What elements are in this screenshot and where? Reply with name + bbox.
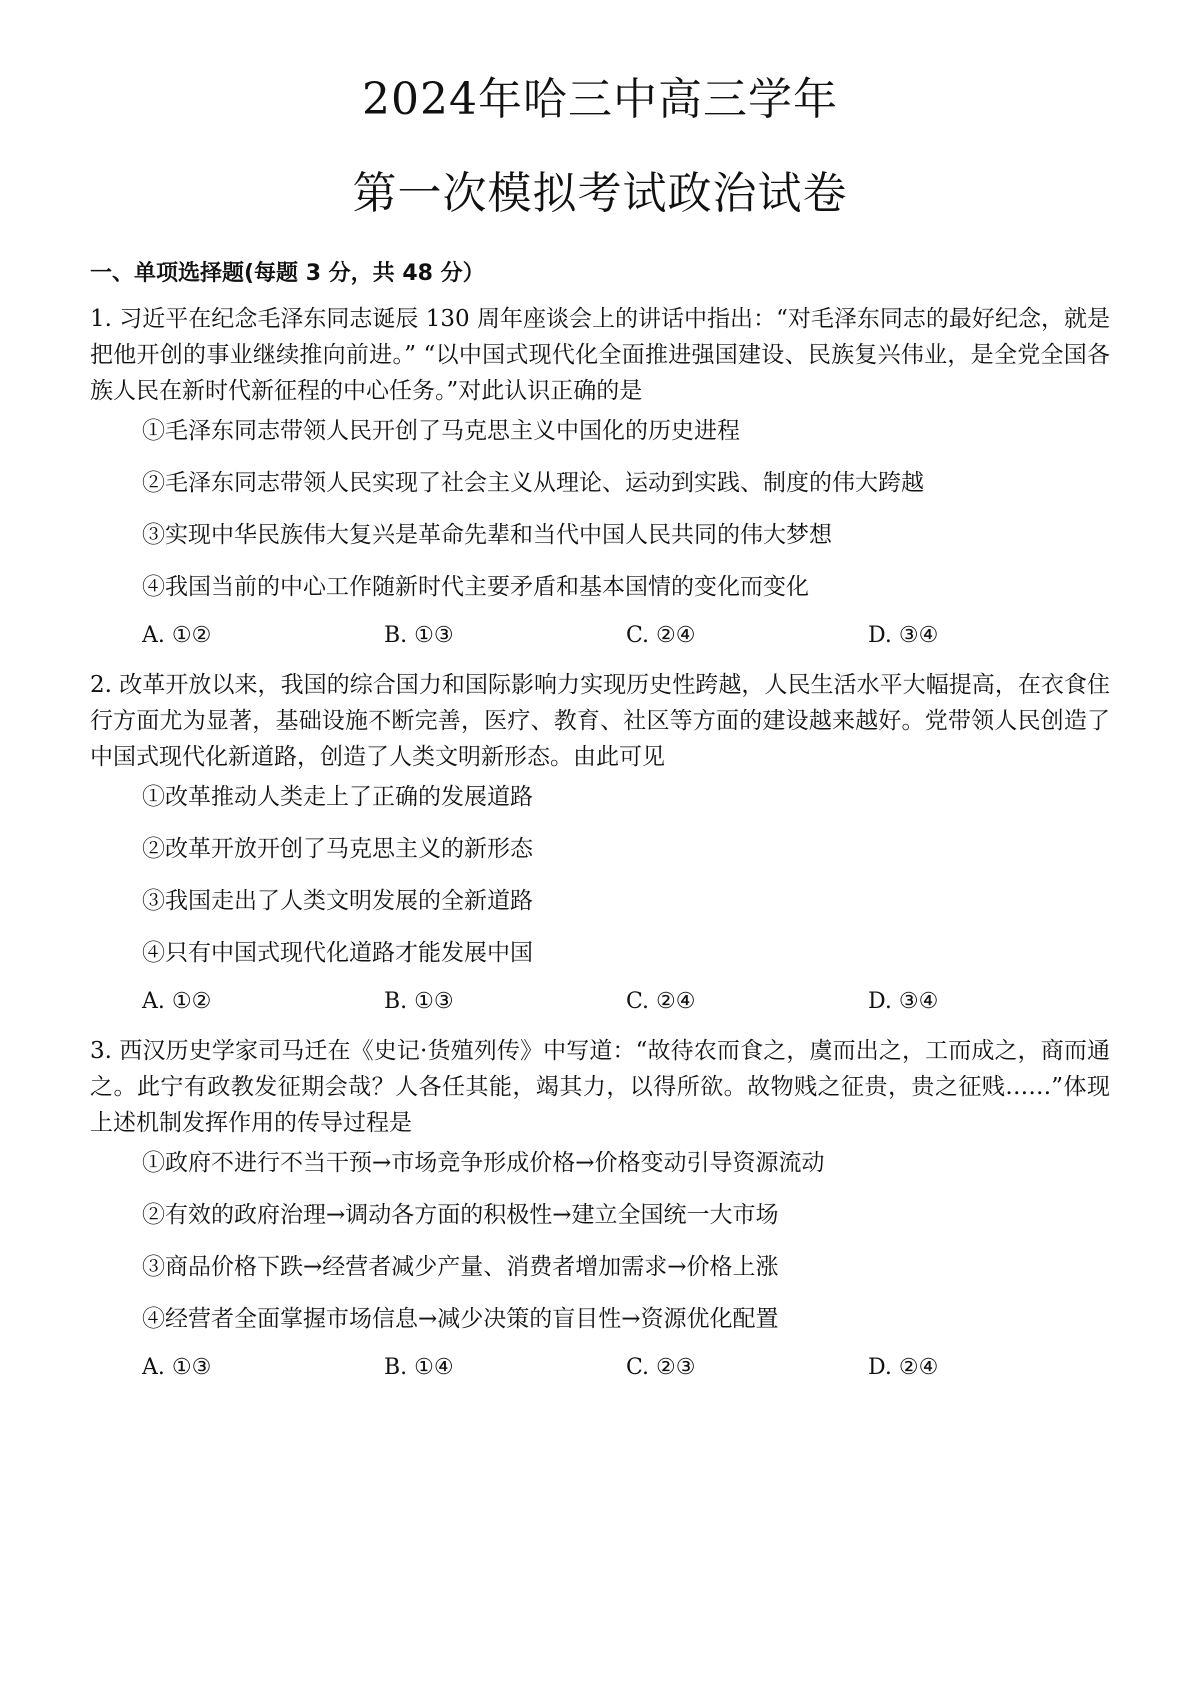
question-option: ③我国走出了人类文明发展的全新道路 — [142, 888, 533, 914]
section-heading: 一、单项选择题(每题 3 分，共 48 分） — [90, 261, 485, 286]
choice-c: C. ②④ — [626, 989, 696, 1014]
question-stem: 3. 西汉历史学家司马迁在《史记·货殖列传》中写道：“故待农而食之，虞而出之，工而成之，商而通之。此宁有政教发征期会哉？人各任其能，竭其力，以得所欲。故物贱之征贵，贵之征贱……”体现上述机制发挥作用的传导过程是 — [90, 1038, 1110, 1136]
answer-choices — [90, 619, 1110, 653]
question-option: ②改革开放开创了马克思主义的新形态 — [142, 836, 533, 862]
question-option: ③商品价格下跌→经营者减少产量、消费者增加需求→价格上涨 — [142, 1254, 779, 1280]
question-stem: 2. 改革开放以来，我国的综合国力和国际影响力实现历史性跨越，人民生活水平大幅提高，在衣食住行方面尤为显著，基础设施不断完善，医疗、教育、社区等方面的建设越来越好。党带领人民创造了中国式现代化新道路，创造了人类文明新形态。由此可见 — [90, 672, 1110, 770]
question-2 — [90, 667, 1110, 1019]
choice-c: C. ②③ — [626, 1355, 696, 1380]
question-option: ③实现中华民族伟大复兴是革命先辈和当代中国人民共同的伟大梦想 — [142, 522, 832, 548]
question-option: ④我国当前的中心工作随新时代主要矛盾和基本国情的变化而变化 — [142, 574, 809, 600]
question-1 — [90, 301, 1110, 653]
choice-b: B. ①③ — [384, 623, 454, 648]
question-option: ②有效的政府治理→调动各方面的积极性→建立全国统一大市场 — [142, 1202, 779, 1228]
answer-choices — [90, 985, 1110, 1019]
question-3 — [90, 1033, 1110, 1385]
choice-a: A. ①③ — [142, 1355, 212, 1380]
choice-b: B. ①③ — [384, 989, 454, 1014]
question-stem: 1. 习近平在纪念毛泽东同志诞辰 130 周年座谈会上的讲话中指出：“对毛泽东同志的最好纪念，就是把他开创的事业继续推向前进。” “以中国式现代化全面推进强国建设、民族复兴伟业，是全党全国各族人民在新时代新征程的中心任务。”对此认识正确的是 — [90, 306, 1110, 404]
exam-title-line1: 2024年哈三中高三学年 — [362, 74, 838, 125]
question-option: ①政府不进行不当干预→市场竞争形成价格→价格变动引导资源流动 — [142, 1150, 825, 1176]
choice-d: D. ③④ — [868, 989, 939, 1014]
choice-a: A. ①② — [142, 623, 212, 648]
choice-d: D. ③④ — [868, 623, 939, 648]
question-option: ②毛泽东同志带领人民实现了社会主义从理论、运动到实践、制度的伟大跨越 — [142, 470, 924, 496]
question-option: ④经营者全面掌握市场信息→减少决策的盲目性→资源优化配置 — [142, 1306, 779, 1332]
question-option: ④只有中国式现代化道路才能发展中国 — [142, 940, 533, 966]
answer-choices — [90, 1351, 1110, 1385]
choice-c: C. ②④ — [626, 623, 696, 648]
exam-title-line2: 第一次模拟考试政治试卷 — [352, 168, 848, 219]
choice-d: D. ②④ — [868, 1355, 939, 1380]
question-option: ①改革推动人类走上了正确的发展道路 — [142, 784, 533, 810]
choice-a: A. ①② — [142, 989, 212, 1014]
question-option: ①毛泽东同志带领人民开创了马克思主义中国化的历史进程 — [142, 418, 740, 444]
choice-b: B. ①④ — [384, 1355, 454, 1380]
